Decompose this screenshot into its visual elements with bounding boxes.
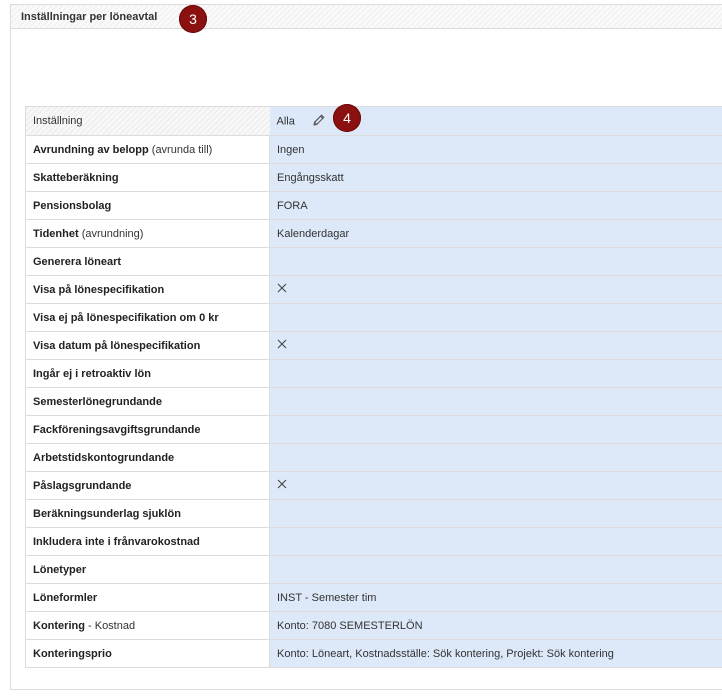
table-row xyxy=(26,276,722,304)
setting-label-text: Inkludera inte i frånvarokostnad xyxy=(33,535,200,548)
setting-value xyxy=(270,388,722,416)
step-badge-4: 4 xyxy=(333,104,361,132)
setting-label-text: Lönetyper xyxy=(33,563,87,576)
setting-value xyxy=(270,276,722,304)
setting-label-text: Semesterlönegrundande xyxy=(33,395,162,408)
setting-label xyxy=(26,584,270,612)
setting-label xyxy=(26,192,270,220)
setting-label-text: Generera löneart xyxy=(33,255,122,268)
agreement-filter-label: Alla xyxy=(276,114,295,127)
table-row xyxy=(26,248,722,276)
table-row xyxy=(26,472,722,500)
setting-label-text: Fackföreningsavgiftsgrundande xyxy=(33,423,201,436)
setting-value-text: Konto: Löneart, Kostnadsställe: Sök kontering, Projekt: Sök kontering xyxy=(277,647,614,660)
setting-label xyxy=(26,332,270,360)
setting-label-text: Pensionsbolag xyxy=(33,199,112,212)
setting-value xyxy=(270,332,722,360)
setting-label-text: Påslagsgrundande xyxy=(33,479,132,492)
pencil-icon[interactable] xyxy=(312,113,326,130)
setting-value xyxy=(270,416,722,444)
table-row xyxy=(26,500,722,528)
setting-label xyxy=(26,416,270,444)
setting-value-text: FORA xyxy=(277,199,308,212)
setting-value xyxy=(270,472,722,500)
step-badge-3: 3 xyxy=(179,5,207,33)
setting-value xyxy=(270,164,722,192)
table-row xyxy=(26,220,722,248)
check-x-icon xyxy=(277,283,287,296)
setting-value-text: Kalenderdagar xyxy=(277,227,350,240)
setting-label-text: Skatteberäkning xyxy=(33,171,119,184)
table-row xyxy=(26,612,722,640)
setting-label xyxy=(26,136,270,164)
setting-value xyxy=(270,612,722,640)
setting-label xyxy=(26,528,270,556)
setting-label xyxy=(26,640,270,668)
table-row xyxy=(26,388,722,416)
setting-label-text: Visa på lönespecifikation xyxy=(33,283,165,296)
setting-value xyxy=(270,192,722,220)
table-row xyxy=(26,640,722,668)
table-row xyxy=(26,584,722,612)
setting-label-suffix: (avrunda till) xyxy=(148,143,213,156)
setting-value-text: INST - Semester tim xyxy=(277,591,377,604)
setting-value-text: Konto: 7080 SEMESTERLÖN xyxy=(277,619,423,632)
setting-label-text: Beräkningsunderlag sjuklön xyxy=(33,507,181,520)
setting-label-text: Konteringsprio xyxy=(33,647,112,660)
setting-value-text: Ingen xyxy=(277,143,305,156)
setting-label xyxy=(26,444,270,472)
setting-label xyxy=(26,556,270,584)
table-row xyxy=(26,444,722,472)
setting-value xyxy=(270,500,722,528)
setting-label-text: Arbetstidskontogrundande xyxy=(33,451,175,464)
setting-label xyxy=(26,500,270,528)
setting-value-text: Engångsskatt xyxy=(277,171,344,184)
panel-title: Inställningar per löneavtal xyxy=(11,5,722,29)
column-header-setting: Inställning xyxy=(26,107,270,136)
table-row xyxy=(26,192,722,220)
setting-label xyxy=(26,304,270,332)
setting-value xyxy=(270,220,722,248)
setting-label xyxy=(26,612,270,640)
setting-value xyxy=(270,528,722,556)
setting-value xyxy=(270,136,722,164)
setting-label xyxy=(26,472,270,500)
table-row xyxy=(26,416,722,444)
check-x-icon xyxy=(277,339,287,352)
setting-label xyxy=(26,248,270,276)
setting-label-suffix: - Kostnad xyxy=(84,619,136,632)
settings-table xyxy=(25,106,722,668)
table-row xyxy=(26,360,722,388)
setting-value xyxy=(270,584,722,612)
table-row xyxy=(26,164,722,192)
setting-value xyxy=(270,556,722,584)
table-row xyxy=(26,528,722,556)
setting-label xyxy=(26,220,270,248)
setting-label-text: Löneformler xyxy=(33,591,98,604)
setting-value xyxy=(270,304,722,332)
table-row xyxy=(26,332,722,360)
setting-label-text: Visa datum på lönespecifikation xyxy=(33,339,201,352)
setting-label-text: Ingår ej i retroaktiv lön xyxy=(33,367,151,380)
setting-value xyxy=(270,640,722,668)
setting-label xyxy=(26,360,270,388)
table-row xyxy=(26,556,722,584)
setting-value xyxy=(270,360,722,388)
table-row xyxy=(26,136,722,164)
setting-label-text: Avrundning av belopp xyxy=(33,143,149,156)
setting-label xyxy=(26,388,270,416)
setting-label-text: Tidenhet xyxy=(33,227,79,240)
table-row xyxy=(26,304,722,332)
setting-label-suffix: (avrundning) xyxy=(78,227,144,240)
table-header-row xyxy=(26,107,722,136)
setting-label-text: Visa ej på lönespecifikation om 0 kr xyxy=(33,311,219,324)
setting-label xyxy=(26,276,270,304)
setting-value xyxy=(270,248,722,276)
check-x-icon xyxy=(277,479,287,492)
setting-value xyxy=(270,444,722,472)
setting-label xyxy=(26,164,270,192)
setting-label-text: Kontering xyxy=(33,619,85,632)
